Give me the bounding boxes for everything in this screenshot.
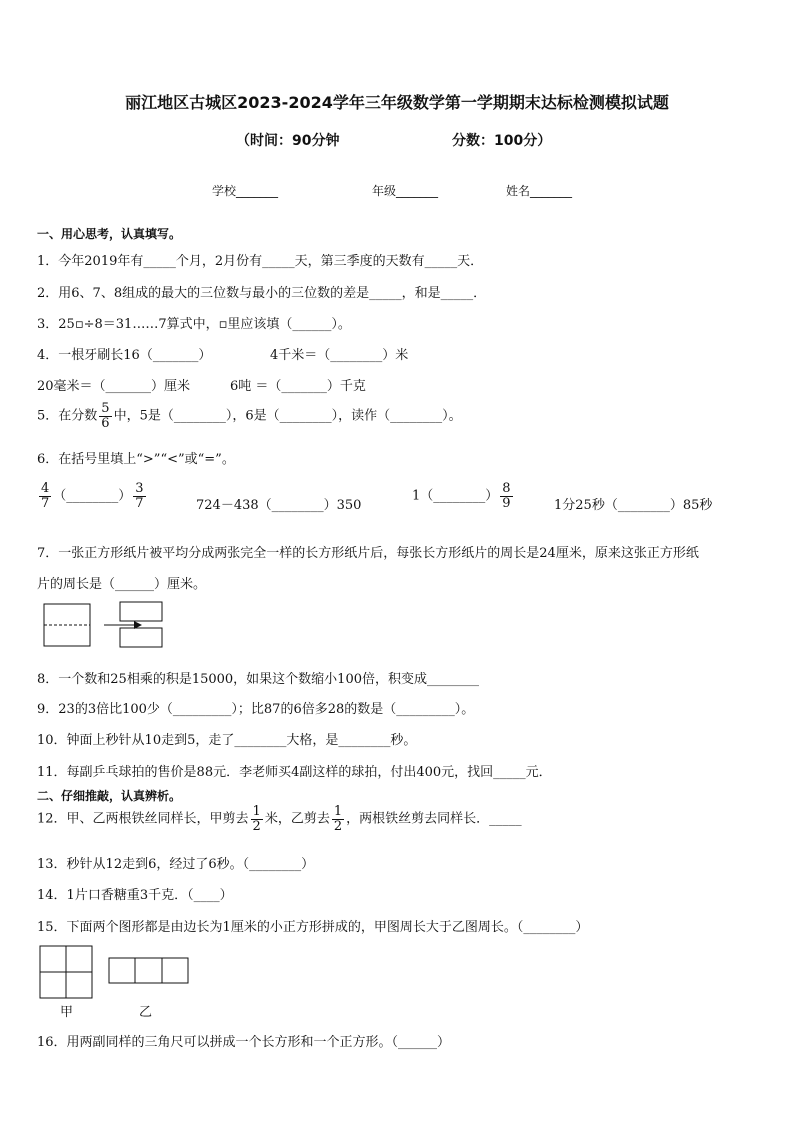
fraction: $\frac{3}{7}$ [135, 481, 144, 511]
question-7-line-1: 7．一张正方形纸片被平均分成两张完全一样的长方形纸片后，每张长方形纸片的周长是24厘米，原来这张正方形纸 [37, 546, 699, 561]
question-11: 11．每副乒乓球拍的售价是88元．李老师买4副这样的球拍，付出400元，找回_____元． [37, 765, 552, 780]
question-6: 6．在括号里填上“>”“<”或“=”。 [37, 452, 235, 467]
name-field: 姓名_______ [506, 184, 573, 198]
grid-figures [38, 944, 198, 1002]
question-6-item-2: 724－438（________）350 [196, 498, 362, 513]
question-4a: 4．一根牙刷长16（_______） [37, 348, 212, 363]
question-13: 13．秒针从12走到6，经过了6秒。（________） [37, 857, 315, 872]
question-12: 12．甲、乙两根铁丝同样长，甲剪去 $\frac{1}{2}$ 米，乙剪去 $\frac{1}{2}$ ，两根铁丝剪去同样长．_____ [37, 804, 522, 834]
question-9: 9．23的3倍比100少（_________）；比87的6倍多28的数是（_________）。 [37, 702, 475, 717]
question-8: 8．一个数和25相乘的积是15000，如果这个数缩小100倍，积变成________ [37, 672, 479, 687]
question-6-item-4: 1分25秒（________）85秒 [554, 498, 713, 513]
fraction: $\frac{5}{6}$ [101, 401, 110, 431]
question-4c: 20毫米＝（_______）厘米 [37, 379, 191, 394]
figure-label-a: 甲 [60, 1005, 74, 1020]
exam-time: （时间：90分钟 [236, 133, 340, 149]
square-split-figure [40, 600, 170, 650]
question-5-post: 中，5是（________），6是（________），读作（________）。 [113, 408, 462, 424]
fraction: $\frac{8}{9}$ [502, 481, 511, 511]
section-2-heading: 二、仔细推敲，认真辨析。 [37, 789, 182, 803]
question-5 [37, 402, 462, 430]
question-1: 1．今年2019年有_____个月，2月份有_____天，第三季度的天数有_____天． [37, 254, 484, 269]
question-3: 3．25▫÷8＝31……7算式中，▫里应该填（______）。 [37, 317, 351, 332]
question-14: 14．1片口香糖重3千克．（____） [37, 888, 233, 903]
figure-label-b: 乙 [139, 1005, 153, 1020]
fraction: $\frac{4}{7}$ [41, 481, 50, 511]
question-10: 10．钟面上秒针从10走到5，走了________大格，是________秒。 [37, 733, 417, 748]
page-title: 丽江地区古城区2023-2024学年三年级数学第一学期期末达标检测模拟试题 [125, 93, 669, 112]
question-6-item-1: $\frac{4}{7}$ （________） $\frac{3}{7}$ [41, 481, 144, 511]
question-2: 2．用6、7、8组成的最大的三位数与最小的三位数的差是_____，和是_____． [37, 286, 487, 301]
school-field: 学校_______ [212, 184, 279, 198]
grade-field: 年级_______ [372, 184, 439, 198]
question-6-item-3: 1（________） $\frac{8}{9}$ [412, 481, 511, 511]
question-7-line-2: 片的周长是（______）厘米。 [37, 577, 207, 592]
question-4b: 4千米＝（________）米 [270, 348, 409, 363]
section-1-heading: 一、用心思考，认真填写。 [37, 227, 182, 241]
exam-score: 分数：100分） [452, 133, 552, 149]
fraction: $\frac{1}{2}$ [252, 804, 261, 834]
question-15: 15．下面两个图形都是由边长为1厘米的小正方形拼成的，甲图周长大于乙图周长。（________） [37, 920, 589, 935]
question-16: 16．用两副同样的三角尺可以拼成一个长方形和一个正方形。（______） [37, 1035, 451, 1050]
question-4d: 6吨 ＝（_______）千克 [230, 379, 366, 394]
question-5-pre: 5．在分数 [37, 408, 98, 424]
fraction: $\frac{1}{2}$ [333, 804, 343, 834]
